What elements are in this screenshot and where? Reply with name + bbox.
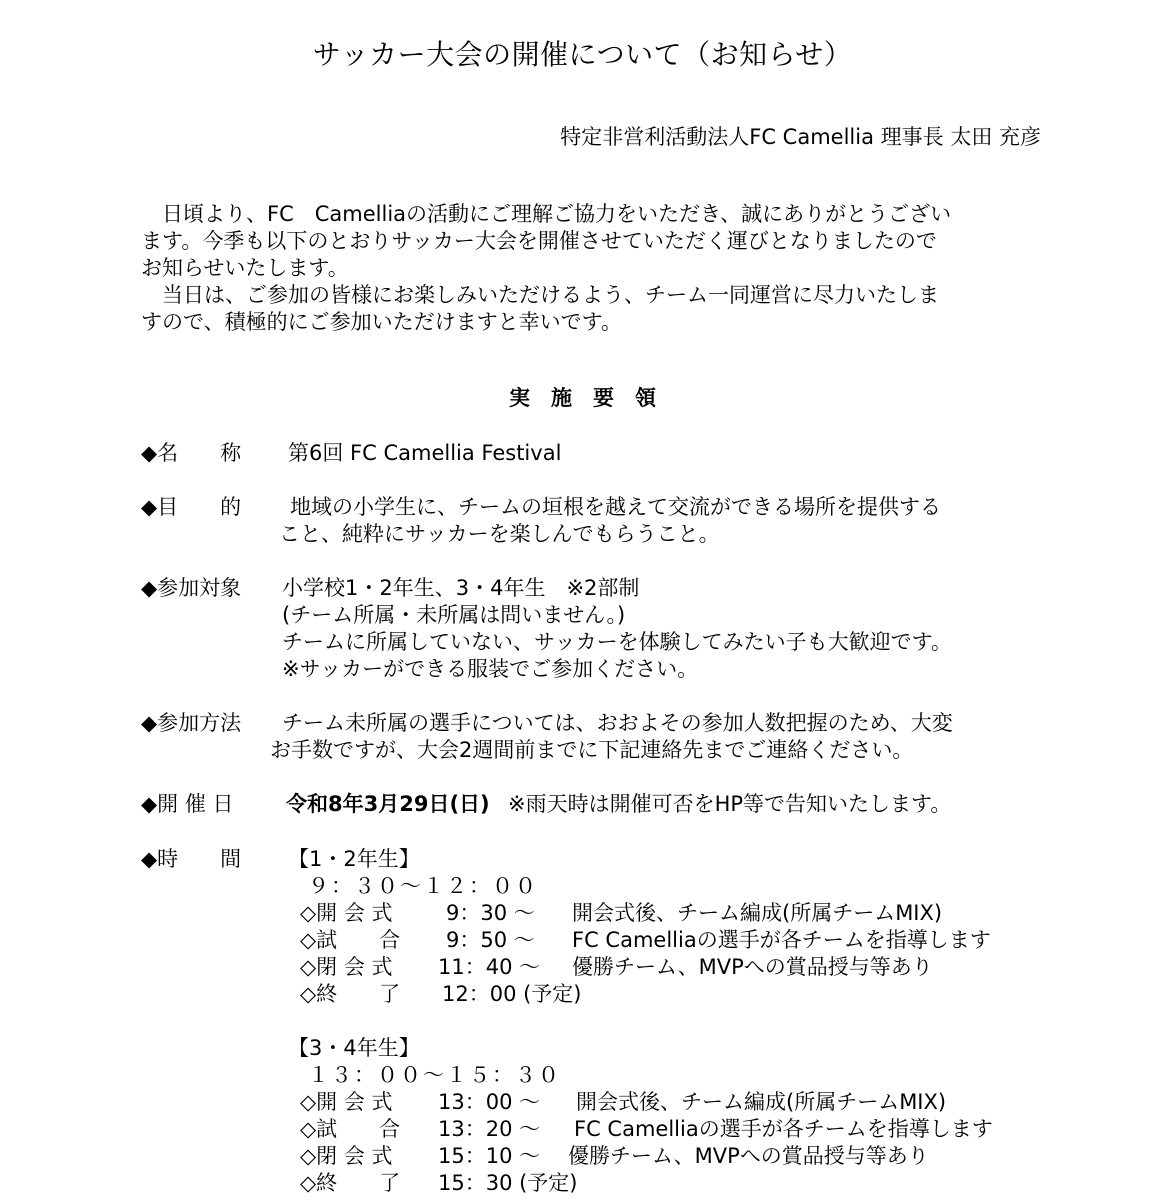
intro-line: 日頃より、FC Camelliaの活動にご理解ご協力をいただき、誠にありがとうござい xyxy=(141,202,952,226)
item-line: (チーム所属・未所属は問いません。) xyxy=(282,603,626,627)
page-title: サッカー大会の開催について（お知らせ） xyxy=(312,38,853,71)
schedule-event: ◇終 了 xyxy=(300,982,401,1006)
item-line: お手数ですが、大会2週間前までに下記連絡先までご連絡ください。 xyxy=(270,738,914,762)
item-line: こと、純粋にサッカーを楽しんでもらうこと。 xyxy=(279,522,720,546)
schedule-desc: 優勝チーム、MVPへの賞品授与等あり xyxy=(568,1144,929,1168)
item-label: ◆開 催 日 xyxy=(141,792,234,816)
event-date: 令和8年3月29日(日) xyxy=(286,792,490,816)
schedule-time: 9：50 〜 xyxy=(446,928,535,952)
schedule-event: ◇開 会 式 xyxy=(300,901,393,925)
item-line: チームに所属していない、サッカーを体験してみたい子も大歓迎です。 xyxy=(282,630,952,654)
item-value: 第6回 FC Camellia Festival xyxy=(288,441,562,465)
schedule-event: ◇試 合 xyxy=(300,1117,401,1141)
schedule-time: 11：40 〜 xyxy=(438,955,541,979)
sender-line: 特定非営利活動法人FC Camellia 理事長 太田 充彦 xyxy=(560,125,1041,149)
schedule-desc: 開会式後、チーム編成(所属チームMIX) xyxy=(576,1090,947,1114)
schedule-event: ◇開 会 式 xyxy=(300,1090,393,1114)
schedule-event: ◇試 合 xyxy=(300,928,401,952)
schedule-time: 9：30 〜 xyxy=(446,901,535,925)
schedule-desc: FC Camelliaの選手が各チームを指導します xyxy=(572,928,991,952)
intro-line: 当日は、ご参加の皆様にお楽しみいただけるよう、チーム一同運営に尽力いたしま xyxy=(141,283,939,307)
item-label: ◆時 間 xyxy=(141,847,242,871)
section-heading: 実 施 要 領 xyxy=(509,386,656,410)
item-label: ◆目 的 xyxy=(141,495,242,519)
schedule-desc: 優勝チーム、MVPへの賞品授与等あり xyxy=(572,955,933,979)
item-label: ◆名 称 xyxy=(141,441,242,465)
schedule-time: 13：00 〜 xyxy=(438,1090,541,1114)
group-heading: 【3・4年生】 xyxy=(288,1036,420,1060)
intro-line: すので、積極的にご参加いただけますと幸いです。 xyxy=(141,310,622,334)
schedule-time: 15：30 (予定) xyxy=(438,1171,578,1195)
schedule-event: ◇終 了 xyxy=(300,1171,401,1195)
item-line: 地域の小学生に、チームの垣根を越えて交流ができる場所を提供する xyxy=(290,495,941,519)
schedule-desc: 開会式後、チーム編成(所属チームMIX) xyxy=(572,901,943,925)
item-line: ※サッカーができる服装でご参加ください。 xyxy=(282,657,699,681)
item-line: 小学校1・2年生、3・4年生 ※2部制 xyxy=(282,576,640,600)
schedule-time: 15：10 〜 xyxy=(438,1144,541,1168)
item-line: チーム未所属の選手については、おおよその参加人数把握のため、大変 xyxy=(282,711,953,735)
rain-note: ※雨天時は開催可否をHP等で告知いたします。 xyxy=(508,792,952,816)
group-heading: 【1・2年生】 xyxy=(288,847,420,871)
schedule-time: 12：00 (予定) xyxy=(442,982,582,1006)
schedule-event: ◇閉 会 式 xyxy=(300,955,393,979)
item-label: ◆参加方法 xyxy=(141,711,242,735)
schedule-time: 13：20 〜 xyxy=(438,1117,541,1141)
item-label: ◆参加対象 xyxy=(141,576,242,600)
schedule-event: ◇閉 会 式 xyxy=(300,1144,393,1168)
intro-line: お知らせいたします。 xyxy=(141,256,349,280)
group-range: ９：３０〜１２：００ xyxy=(308,874,538,898)
intro-line: ます。今季も以下のとおりサッカー大会を開催させていただく運びとなりましたので xyxy=(141,229,937,253)
schedule-desc: FC Camelliaの選手が各チームを指導します xyxy=(574,1117,993,1141)
group-range: １３：００〜１５：３０ xyxy=(308,1063,561,1087)
